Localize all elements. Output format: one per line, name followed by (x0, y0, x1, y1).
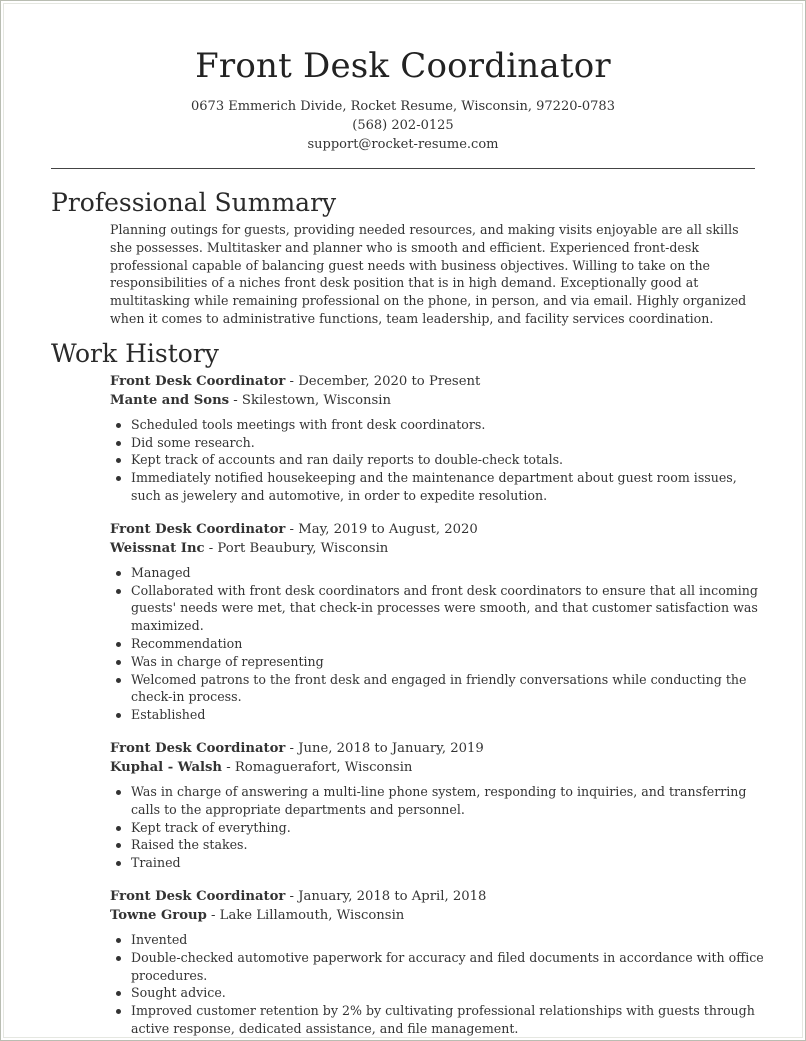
job-title-line (110, 372, 765, 391)
email-address: support@rocket-resume.com (307, 137, 499, 152)
job-duty-item: Raised the stakes. (110, 836, 765, 854)
phone-number: (568) 202-0125 (352, 118, 454, 133)
job-duties (110, 931, 765, 1038)
job-company: Towne Group (110, 907, 207, 923)
job-company-line (110, 391, 765, 410)
job-company-line (110, 758, 765, 777)
job-dates: - January, 2018 to April, 2018 (285, 888, 487, 904)
job-duty-item: Scheduled tools meetings with front desk coordinators. (110, 416, 765, 434)
job-company: Mante and Sons (110, 392, 230, 408)
header-divider (51, 168, 755, 169)
work-history-heading: Work History (51, 338, 219, 368)
job-duty-item: Sought advice. (110, 984, 765, 1002)
candidate-name: Front Desk Coordinator (195, 46, 611, 86)
job-position: Front Desk Coordinator (110, 521, 286, 537)
job-duty-item: Established (110, 706, 765, 724)
job-location: - Port Beaubury, Wisconsin (204, 540, 389, 556)
job-duty-item: Improved customer retention by 2% by cultivating professional relationships with guests through active response, dedicated assistance, and file management. (110, 1002, 765, 1038)
job-position: Front Desk Coordinator (110, 740, 286, 756)
job-duty-item: Was in charge of representing (110, 653, 765, 671)
job-entry (110, 520, 765, 724)
job-entry (110, 372, 765, 505)
address: 0673 Emmerich Divide, Rocket Resume, Wisconsin, 97220-0783 (191, 99, 615, 114)
job-duty-item: Collaborated with front desk coordinators and front desk coordinators to ensure that all incoming guests' needs were met, that check-in processes were smooth, and that customer satisfaction was maximized. (110, 582, 765, 635)
job-duty-item: Double-checked automotive paperwork for accuracy and filed documents in accordance with office procedures. (110, 949, 765, 985)
job-duty-item: Kept track of everything. (110, 819, 765, 837)
job-company-line (110, 539, 765, 558)
job-position: Front Desk Coordinator (110, 373, 286, 389)
job-entry (110, 887, 765, 1038)
job-company: Weissnat Inc (110, 540, 205, 556)
job-title-line (110, 739, 765, 758)
job-dates: - May, 2019 to August, 2020 (285, 521, 478, 537)
job-location: - Lake Lillamouth, Wisconsin (206, 907, 405, 923)
job-duty-item: Trained (110, 854, 765, 872)
contact-info (1, 97, 805, 154)
resume-header (1, 1, 805, 154)
job-title-line (110, 887, 765, 906)
job-company: Kuphal - Walsh (110, 759, 223, 775)
job-dates: - December, 2020 to Present (285, 373, 481, 389)
job-duty-item: Invented (110, 931, 765, 949)
job-duties (110, 564, 765, 724)
job-duty-item: Welcomed patrons to the front desk and engaged in friendly conversations while conducting the check-in process. (110, 671, 765, 707)
job-location: - Romaguerafort, Wisconsin (222, 759, 413, 775)
work-history-list (110, 372, 765, 1038)
job-duty-item: Immediately notified housekeeping and the maintenance department about guest room issues, such as jewelery and automotive, in order to expedite resolution. (110, 469, 765, 505)
job-title-line (110, 520, 765, 539)
job-duty-item: Managed (110, 564, 765, 582)
job-duty-item: Recommendation (110, 635, 765, 653)
job-duty-item: Was in charge of answering a multi-line phone system, responding to inquiries, and transferring calls to the appropriate departments and personnel. (110, 783, 765, 819)
job-duties (110, 783, 765, 872)
job-duty-item: Kept track of accounts and ran daily reports to double-check totals. (110, 451, 765, 469)
job-dates: - June, 2018 to January, 2019 (285, 740, 484, 756)
job-duty-item: Did some research. (110, 434, 765, 452)
job-location: - Skilestown, Wisconsin (229, 392, 391, 408)
summary-text: Planning outings for guests, providing needed resources, and making visits enjoyable are all skills she possesses. Multitasker and planner who is smooth and efficient. Experienced front-desk professional capable of balancing guest needs with business objectives. Willing to take on the responsibilities of a niches front desk position that is in high demand. Exceptionally good at multitasking while remaining professional on the phone, in person, and via email. Highly organized when it comes to administrative functions, team leadership, and facility services coordination. (110, 222, 747, 326)
job-position: Front Desk Coordinator (110, 888, 286, 904)
job-entry (110, 739, 765, 872)
job-company-line (110, 906, 765, 925)
summary-heading: Professional Summary (51, 188, 337, 217)
job-duties (110, 416, 765, 505)
